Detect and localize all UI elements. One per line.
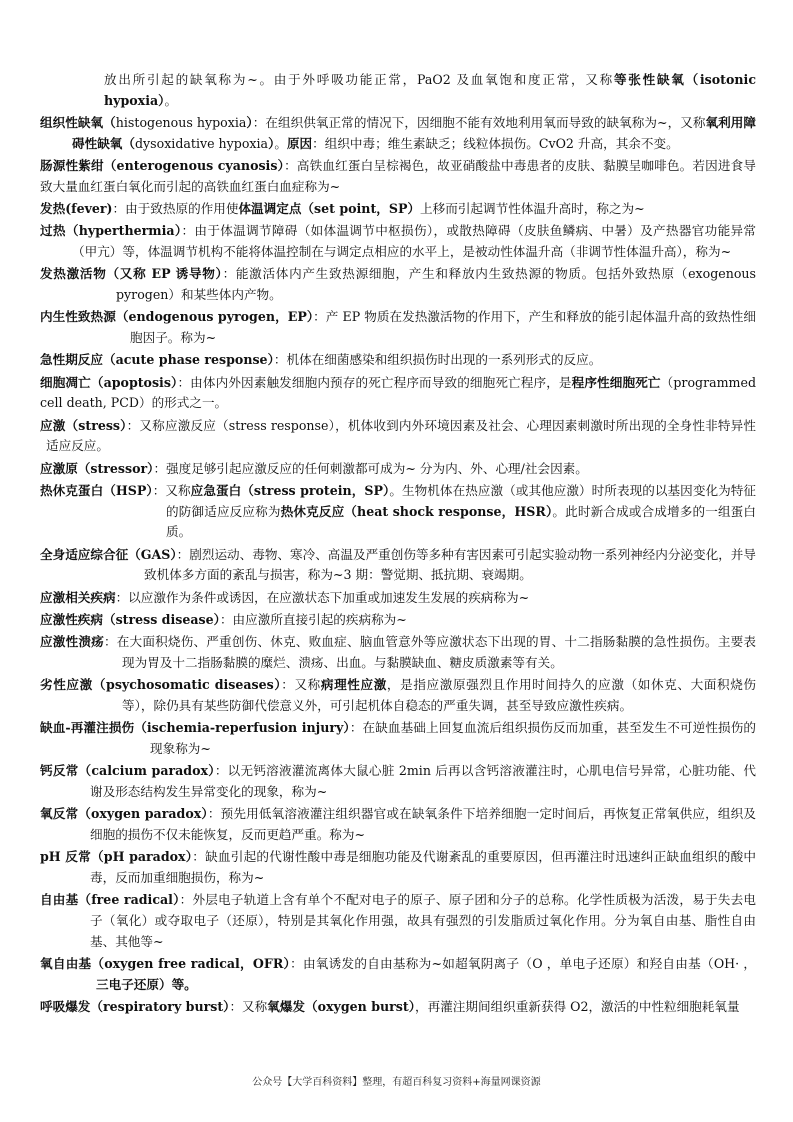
glossary-entry [40,761,756,802]
definition-text: ：由于致热原的作用使 [112,201,239,216]
glossary-entry [40,156,756,197]
glossary-entry [40,416,756,457]
definition-text: ：预先用低氧溶液灌注组织器官或在缺氧条件下培养细胞一定时间后，再恢复正常氧供应，组织及细胞的损伤不仅未能恢复，反而更趋严重。称为~ [90,806,757,842]
definition-text: ：在组织供氧正常的情况下，因细胞不能有效地利用氧而导致的缺氧称为~，又称 [252,115,706,130]
term-text: 钙反常（calcium paradox） [40,763,215,779]
definition-text: ：以无钙溶液灌流离体大鼠心脏 2min 后再以含钙溶液灌注时，心肌电信号异常，心脏功能、代谢及形态结构发生异常变化的现象，称为~ [90,763,756,799]
term-text: 急性期反应（acute phase response） [40,352,274,368]
term-text: 劣性应激（psychosomatic diseases） [40,677,282,693]
glossary-entry [40,890,756,952]
definition-text: ：在缺血基础上回复血流后组织损伤反而加重，甚至发生不可逆性损伤的现象称为~ [150,720,757,756]
term-text: ） [268,135,275,151]
definition-text: 。此时新合成或合成增多的一组蛋白质。 [166,503,757,540]
glossary-entry [40,373,756,414]
glossary-entry [40,113,756,154]
definition-text: 。生物机体在热应激（或其他应激）时所表现的以基因变化为特征的防御适应反应称为 [166,482,757,519]
definition-text: ：产 EP 物质在发热激活物的作用下，产生和释放的能引起体温升高的致热性细胞因子。称为~ [130,309,756,345]
definition-text: ：又称 [281,677,321,693]
glossary-entry [40,675,756,716]
definition-text: ：又称 [229,998,268,1014]
glossary-entry [40,610,756,631]
definition-text: 。 [164,92,178,108]
definition-text: ：剧烈运动、毒物、寒冷、高温及严重创伤等多种有害因素可引起实验动物一系列神经内分泌变化，并导致机体多方面的紊乱与损害，称为~3 期：警觉期、抵抗期、衰竭期。 [144,546,756,583]
term-text: ） [246,115,253,130]
glossary-entry [40,350,756,371]
term-text: 氧反常（oxygen paradox） [40,806,208,822]
term-text: 热休克反应（heat shock response，HSR） [280,503,553,519]
term-text: 发热(fever) [40,201,113,216]
term-text: 自由基（free radical） [40,892,180,908]
definition-text: ：又称应激反应（stress response），机体收到内外环境因素及社会、心理因素刺激时所出现的全身性非特异性适应反应。 [46,417,757,454]
glossary-entry [40,481,756,543]
glossary-entry [40,632,756,673]
term-text: pH 反常（pH paradox） [40,849,193,865]
definition-text: 。 [274,135,287,151]
term-text: 发热激活物（又称 EP 诱导物） [40,266,223,282]
definition-text: dysoxidative hypoxia [134,135,269,151]
term-text: 应激（stress） [40,417,127,433]
term-text: 原因 [286,135,313,151]
term-text: 应激性疾病（stress disease） [40,611,220,627]
glossary-entry [40,221,756,262]
term-text: 呼吸爆发（respiratory burst） [40,998,230,1014]
definition-text: ：以应激作为条件或诱因，在应激状态下加重或加速发生发展的疾病称为~ [115,589,530,605]
term-text: 氧自由基（oxygen free radical，OFR） [40,955,291,971]
definition-text: 上移而引起调节性体温升高时，称之为~ [420,201,645,216]
definition-text: ：由于体温调节障碍（如体温调节中枢损伤），或散热障碍（皮肤鱼鳞病、中暑）及产热器官功能异常（甲亢）等，体温调节机构不能将体温控制在与调定点相应的水平上，是被动性体温升高（非调节性体温升高），称为~ [72,223,756,259]
definition-text: ：由体内外因素触发细胞内预存的死亡程序而导致的细胞死亡程序，是 [177,374,572,390]
glossary-entry [40,997,756,1018]
definition-text: ：又称 [152,482,191,498]
definition-text: ：强度足够引起应激反应的任何刺激都可成为~ 分为内、外、心理/社会因素。 [153,460,588,476]
term-text: 肠源性紫绀（enterogenous cyanosis） [40,158,285,173]
definition-text: histogenous hypoxia [115,115,247,130]
term-text: 缺血-再灌注损伤（ischemia-reperfusion injury） [40,720,350,736]
term-text: 过热（hyperthermia） [40,223,182,239]
glossary-entry [40,804,756,845]
definition-text: ：由应激所直接引起的疾病称为~ [219,611,407,627]
term-text: 氧爆发（oxygen burst） [267,998,415,1014]
page-footer: 公众号【大学百科资料】整理，有超百科复习资料+海量网课资源 [252,1077,541,1088]
term-text: 组织性缺氧（ [40,115,116,130]
definition-text: ：能激活体内产生致热源细胞，产生和释放内生致热源的物质。包括外致热原（exogenous pyrogen）和某些体内产物。 [116,266,756,302]
glossary-entry [40,954,756,995]
term-text: 热休克蛋白（HSP） [40,482,153,498]
definition-text: （programmed cell death, PCD）的形式之一。 [40,374,757,411]
definition-text: ：机体在细菌感染和组织损伤时出现的一系列形式的反应。 [273,352,602,368]
glossary-entry [40,545,756,586]
term-text: 应急蛋白（stress protein，SP） [190,482,390,498]
glossary-list [40,70,756,1019]
definition-text: ：外层电子轨道上含有单个不配对电子的原子、原子团和分子的总称。化学性质极为活泼，易于失去电子（氧化）或夺取电子（还原），特别是其氧化作用强，故具有强烈的引发脂质过氧化作用。分为氧自由基、脂性自由基、其他等~ [90,892,757,949]
term-text: 程序性细胞死亡 [571,374,661,390]
glossary-entry [40,459,756,480]
term-text: 应激原（stressor） [40,460,154,476]
definition-text: ：组织中毒；维生素缺乏；线粒体损伤。CvO2 升高，其余不变。 [312,135,679,151]
term-text: 等张性缺氧（isotonic hypoxia） [104,72,756,108]
glossary-entry [40,847,756,888]
term-text: 三电子还原）等。 [96,976,197,992]
term-text: 体温调定点（set point，SP） [238,201,421,216]
term-text: 全身适应综合征（GAS） [40,546,177,562]
glossary-entry [40,264,756,305]
definition-text: ，再灌注期间组织重新获得 O2，激活的中性粒细胞耗氧量 [415,998,740,1014]
glossary-entry [40,588,756,609]
term-text: 应激性溃疡 [40,634,104,650]
term-text: 氧利用障碍性缺氧（ [72,115,756,151]
glossary-entry [40,718,756,759]
definition-text: ：高铁血红蛋白呈棕褐色，故亚硝酸盐中毒患者的皮肤、黏膜呈咖啡色。若因进食导致大量血红蛋白氧化而引起的高铁血红蛋白血症称为~ [40,158,757,194]
definition-text: ：由氧诱发的自由基称为~如超氧阴离子（O ，单电子还原）和羟自由基（OH· ， [290,955,756,971]
glossary-entry [40,70,756,111]
term-text: 细胞凋亡（apoptosis） [40,374,178,390]
definition-text: ，是指应激原强烈且作用时间持久的应激（如休克、大面积烧伤等），除仍具有某些防御代偿意义外，可引起机体自稳态的严重失调，甚至导致应激性疾病。 [122,677,757,713]
definition-text: ：缺血引起的代谢性酸中毒是细胞功能及代谢紊乱的重要原因，但再灌注时迅速纠正缺血组织的酸中毒，反而加重细胞损伤，称为~ [90,849,757,885]
definition-text: ：在大面积烧伤、严重创伤、休克、败血症、脑血管意外等应激状态下出现的胃、十二指肠黏膜的急性损伤。主要表现为胃及十二指肠黏膜的糜烂、溃疡、出血。与黏膜缺血、糖皮质激素等有关。 [103,634,757,670]
definition-text: 放出所引起的缺氧称为~。由于外呼吸功能正常，PaO2 及血氧饱和度正常，又称 [104,72,614,87]
term-text: 内生性致热源（endogenous pyrogen，EP） [40,309,314,325]
glossary-entry [40,307,756,348]
glossary-entry [40,199,756,220]
term-text: 应激相关疾病 [40,589,116,605]
term-text: 病理性应激 [320,677,387,693]
